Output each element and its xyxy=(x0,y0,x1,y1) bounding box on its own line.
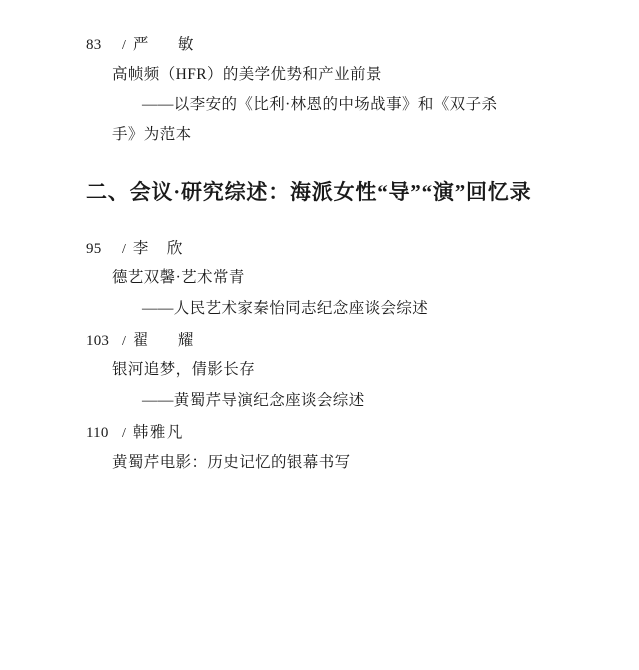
toc-entry-header xyxy=(86,418,579,448)
toc-entry-title: 银河追梦，倩影长存 xyxy=(112,361,256,379)
toc-entry-header xyxy=(86,234,579,264)
toc-entry-author: 严 敏 xyxy=(132,36,201,53)
toc-entry-subtitle-line1: ——人民艺术家秦怡同志纪念座谈会综述 xyxy=(142,299,429,317)
toc-entry-header xyxy=(86,326,579,356)
toc-entry-title: 高帧频（HFR）的美学优势和产业前景 xyxy=(112,65,382,83)
toc-entry-subtitle-line1: ——以李安的《比利·林恩的中场战事》和《双子杀 xyxy=(142,95,498,113)
toc-entry-separator: / xyxy=(122,38,126,53)
toc-entry-page-number: 103 xyxy=(86,332,110,349)
toc-entry-separator: / xyxy=(122,425,126,441)
toc-entry-page-number: 83 xyxy=(86,37,102,53)
toc-entry-subtitle-line2: 手》为范本 xyxy=(112,126,192,144)
toc-entry-header xyxy=(86,30,579,60)
toc-entry-title: 德艺双馨·艺术常青 xyxy=(112,269,245,287)
toc-entry[interactable] xyxy=(86,326,579,416)
toc-entry-author: 李 欣 xyxy=(132,239,184,257)
toc-entry-title: 黄蜀芹电影：历史记忆的银幕书写 xyxy=(112,453,351,471)
toc-entry-subtitle-line1: ——黄蜀芹导演纪念座谈会综述 xyxy=(142,391,365,409)
toc-entry[interactable] xyxy=(86,30,579,150)
toc-entry-author: 翟 耀 xyxy=(132,331,201,349)
toc-entry-separator: / xyxy=(122,333,126,349)
toc-entry-page-number: 110 xyxy=(86,424,109,441)
toc-entry-separator: / xyxy=(122,241,126,257)
toc-section-heading: 二、会议·研究综述：海派女性“导”“演”回忆录 xyxy=(86,180,532,205)
toc-entry[interactable] xyxy=(86,418,579,478)
toc-entry-page-number: 95 xyxy=(86,240,102,257)
toc-entry-author: 韩雅凡 xyxy=(132,423,184,441)
toc-entry[interactable] xyxy=(86,234,579,324)
